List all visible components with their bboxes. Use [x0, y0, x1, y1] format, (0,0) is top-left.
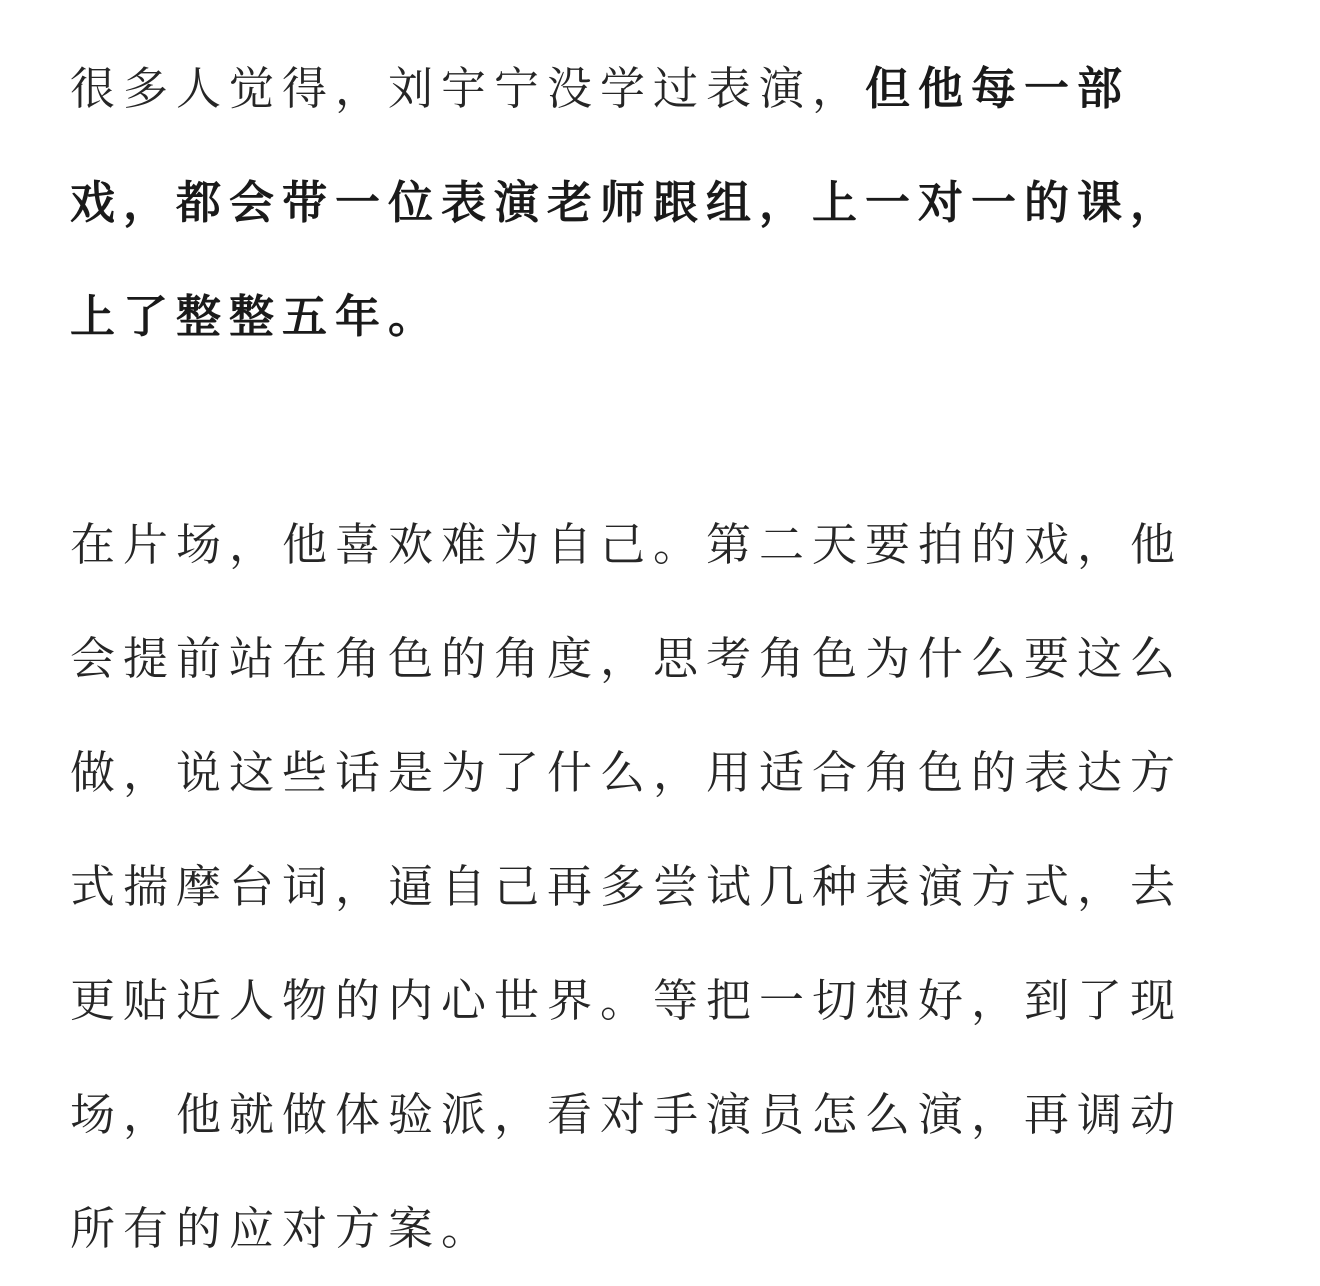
paragraph-2-line: 场，他就做体验派，看对手演员怎么演，再调动: [70, 1088, 1184, 1141]
paragraph-2-line: 式揣摩台词，逼自己再多尝试几种表演方式，去: [70, 860, 1184, 913]
paragraph-2-line: 所有的应对方案。: [70, 1202, 495, 1255]
paragraph-2-line: 在片场，他喜欢难为自己。第二天要拍的戏，他: [70, 518, 1184, 571]
paragraph-2-line: 会提前站在角色的角度，思考角色为什么要这么: [70, 632, 1184, 685]
paragraph-1-line-1-bold-text: 但他每一部: [865, 62, 1131, 115]
paragraph-2-line: 做，说这些话是为了什么，用适合角色的表达方: [70, 746, 1184, 799]
paragraph-1-line-1-normal-text: 很多人觉得，刘宇宁没学过表演，: [70, 62, 866, 115]
paragraph-1: [70, 32, 1250, 374]
paragraph-2-line: 更贴近人物的内心世界。等把一切想好，到了现: [70, 974, 1184, 1027]
paragraph-1-line-2: 戏，都会带一位表演老师跟组，上一对一的课，: [70, 176, 1184, 229]
paragraph-2: [70, 488, 1250, 1286]
paragraph-1-line-3: 上了整整五年。: [70, 290, 442, 343]
paragraph-1-line-1: [70, 32, 1250, 146]
